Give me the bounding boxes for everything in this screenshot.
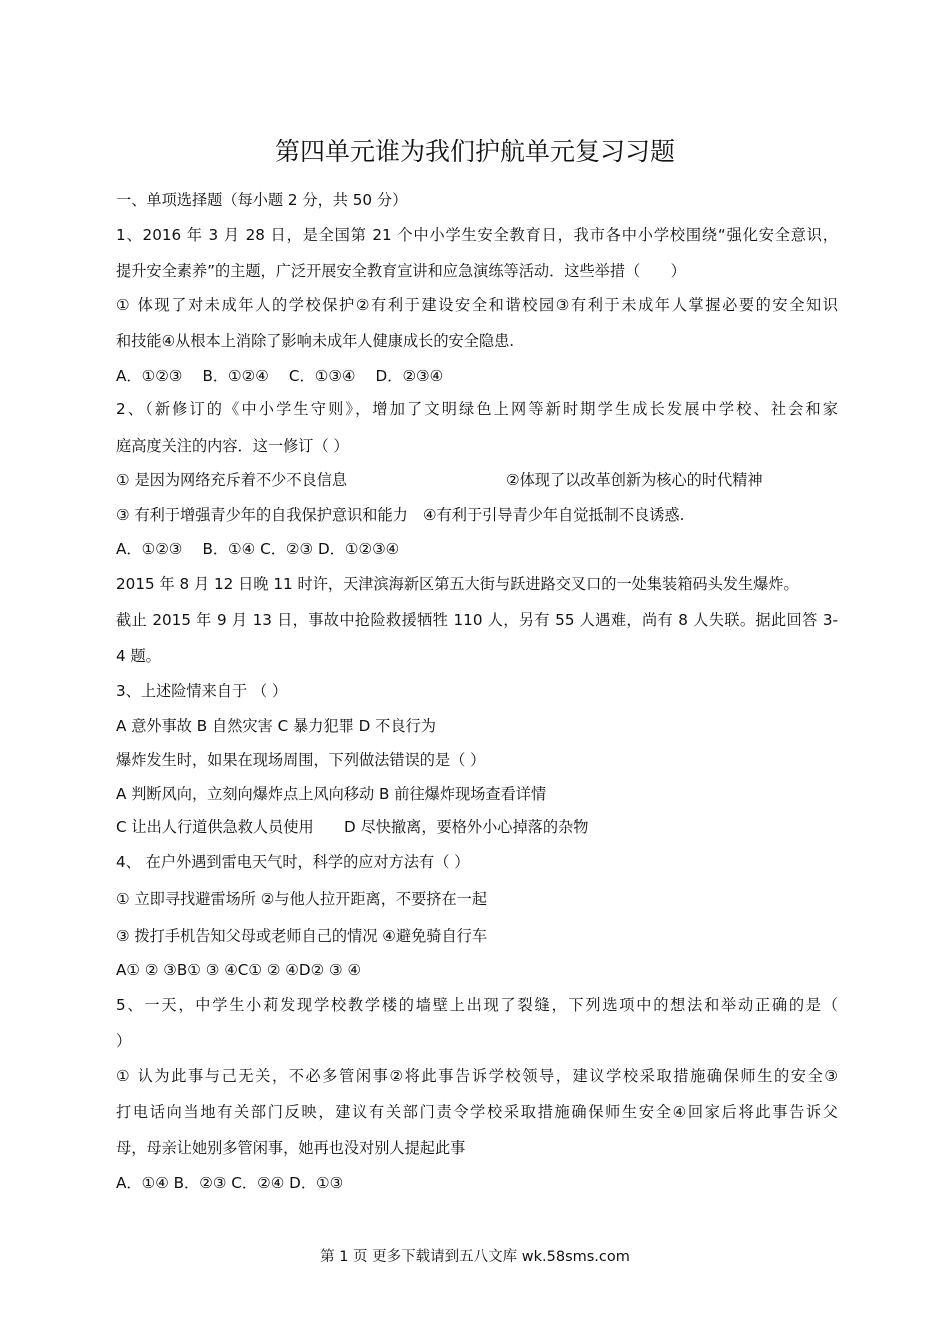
q5-stem-line: 5、一天，中学生小莉发现学校教学楼的墙壁上出现了裂缝，下列选项中的想法和举动正确的是（ (116, 996, 838, 1014)
q1-statement-line: 和技能④从根本上消除了影响未成年人健康成长的安全隐患. (116, 332, 515, 350)
q2-stem-line: 庭高度关注的内容．这一修订（ ） (116, 437, 349, 455)
q4-statement: ③ 拨打手机告知父母或老师自己的情况 ④避免骑自行车 (116, 927, 488, 945)
q5-statement-line: 母，母亲让她别多管闲事，她再也没对别人提起此事 (116, 1139, 466, 1157)
q4-statement: ① 立即寻找避雷场所 ②与他人拉开距离，不要挤在一起 (116, 890, 488, 908)
q1-statement-line: ① 体现了对未成年人的学校保护②有利于建设安全和谐校园③有利于未成年人掌握必要的安全知识 (116, 296, 838, 314)
q5-stem-line: ） (116, 1032, 132, 1050)
q2-statement: ③ 有利于增强青少年的自我保护意识和能力 ④有利于引导青少年自觉抵制不良诱惑. (116, 506, 685, 524)
q4-options: A① ② ③B① ③ ④C① ② ④D② ③ ④ (116, 961, 362, 979)
q5-options: A．①④ B．②③ C．②④ D．①③ (116, 1174, 344, 1192)
page-title: 第四单元谁为我们护航单元复习习题 (274, 137, 675, 166)
q3b-options: A 判断风向，立刻向爆炸点上风向移动 B 前往爆炸现场查看详情 (116, 785, 547, 803)
q3-stem: 3、上述险情来自于 （ ） (116, 682, 288, 700)
page-footer: 第 1 页 更多下载请到五八文库 wk.58sms.com (320, 1249, 630, 1265)
q4-stem: 4、 在户外遇到雷电天气时，科学的应对方法有（ ） (116, 853, 470, 871)
q3b-options: C 让出人行道供急救人员使用 D 尽快撤离，要格外小心掉落的杂物 (116, 818, 589, 836)
q1-stem-line: 提升安全素养”的主题，广泛开展安全教育宣讲和应急演练等活动．这些举措（ ） (116, 262, 686, 280)
q5-statement-line: ① 认为此事与己无关，不必多管闲事②将此事告诉学校领导，建议学校采取措施确保师生的安全③ (116, 1067, 838, 1085)
q2-stem-line: 2、（新修订的《中小学生守则》，增加了文明绿色上网等新时期学生成长发展中学校、社会和家 (116, 400, 838, 418)
q1-stem-line: 1、2016 年 3 月 28 日，是全国第 21 个中小学生安全教育日，我市各中小学校围绕“强化安全意识， (116, 226, 838, 244)
q5-statement-line: 打电话向当地有关部门反映，建议有关部门责令学校采取措施确保师生安全④回家后将此事告诉父 (116, 1103, 838, 1121)
q3b-stem: 爆炸发生时，如果在现场周围，下列做法错误的是（ ） (116, 751, 486, 769)
passage-line: 截止 2015 年 9 月 13 日，事故中抢险救援牺牲 110 人，另有 55 人遇难，尚有 8 人失联。据此回答 3- (116, 611, 838, 629)
q2-statement: ②体现了以改革创新为核心的时代精神 (506, 471, 763, 489)
q2-options: A．①②③ B．①④ C．②③ D．①②③④ (116, 540, 400, 558)
section-heading: 一、单项选择题（每小题 2 分，共 50 分） (116, 191, 408, 209)
q3-options: A 意外事故 B 自然灾害 C 暴力犯罪 D 不良行为 (116, 717, 436, 735)
passage-line: 2015 年 8 月 12 日晚 11 时许，天津滨海新区第五大街与跃进路交叉口的一处集装箱码头发生爆炸。 (116, 575, 799, 593)
q2-statement: ① 是因为网络充斥着不少不良信息 (116, 471, 348, 489)
passage-line: 4 题。 (116, 647, 161, 665)
q1-options: A．①②③ B．①②④ C．①③④ D．②③④ (116, 367, 444, 385)
